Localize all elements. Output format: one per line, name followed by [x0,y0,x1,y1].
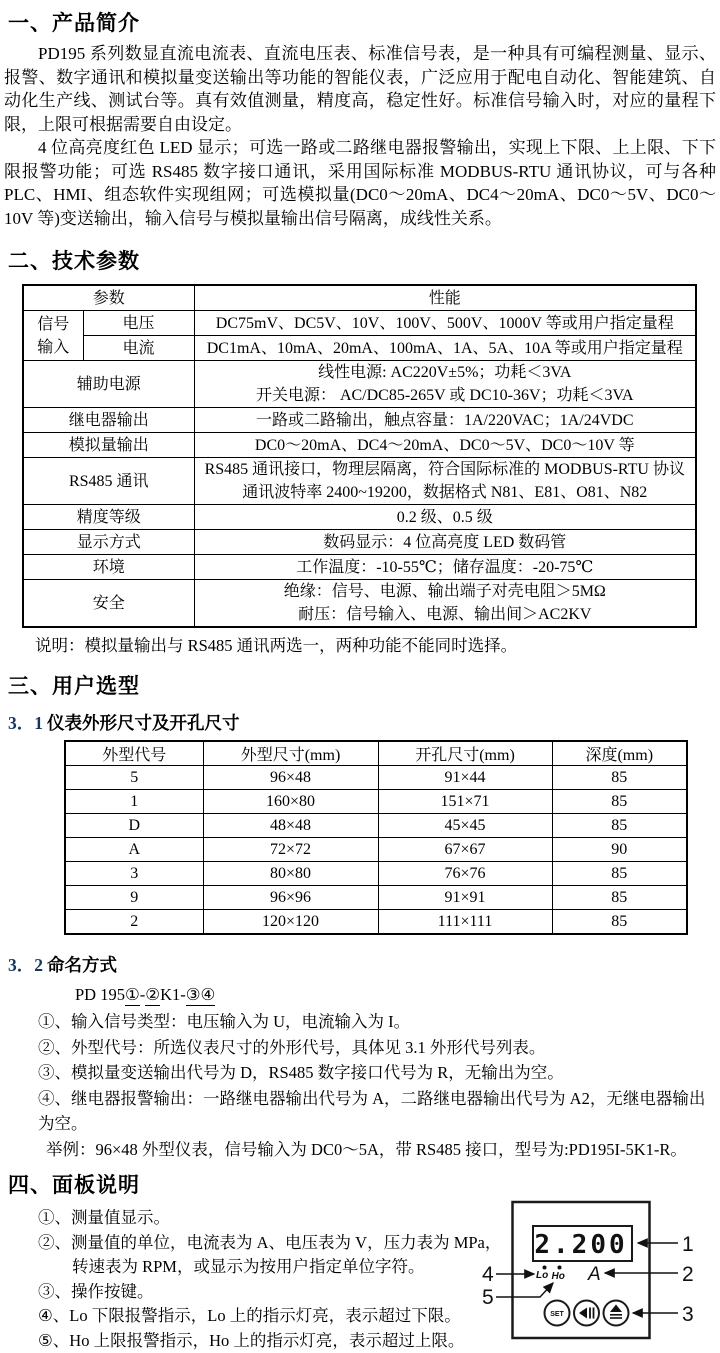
panel-item-3: ③、操作按键。 [38,1280,720,1305]
ho-indicator-label: Ho [552,1271,565,1282]
naming-example: 举例：96×48 外型仪表，信号输入为 DC0～5A，带 RS485 接口，型号为:PD195I-5K1-R。 [46,1137,720,1163]
panel-figure [480,1186,720,1346]
voltage-value-cell: DC75mV、DC5V、10V、100V、500V、1000V 等或用户指定量程 [194,311,696,336]
specs-row-current [23,336,696,361]
rs485-line2: 通讯波特率 2400~19200，数据格式 N81、E81、O81、N82 [197,481,694,504]
accuracy-value-cell: 0.2 级、0.5 级 [194,505,696,530]
dims-header-cutout: 开孔尺寸(mm) [378,741,552,766]
model-prefix: PD 195 [75,985,125,1004]
display-value-cell: 数码显示：4 位高亮度 LED 数码管 [194,530,696,555]
led-display-value: 2.200 [534,1230,627,1260]
dims-header-row [65,741,687,766]
subsection-3-2-heading [8,953,720,977]
dims-cell: 85 [552,862,687,886]
section-4-heading: 四、面板说明 [8,1172,720,1200]
subsection-3-2-title: 命名方式 [47,955,117,975]
display-label-cell: 显示方式 [23,530,194,555]
rs485-line1: RS485 通讯接口，物理层隔离，符合国际标准的 MODBUS-RTU 协议 [197,458,694,481]
specs-header-row [23,285,696,311]
rs485-label-cell: RS485 通讯 [23,458,194,505]
dims-cell: 91×91 [378,886,552,910]
subsection-3-2-number: 3．2 [8,955,43,975]
aux-power-value-cell [194,361,696,408]
callout-label-3: 3 [682,1303,694,1326]
aux-power-line1: 线性电源: AC220V±5%；功耗＜3VA [197,361,694,384]
specs-header-perf: 性能 [194,285,696,311]
model-code-line [75,983,720,1007]
specs-row-voltage [23,311,696,336]
specs-row-aux-power [23,361,696,408]
dims-cell: 111×111 [378,910,552,935]
callout-label-4: 4 [482,1263,494,1286]
naming-item-2: ②、外型代号：所选仪表尺寸的外形代号，具体见 3.1 外形代号列表。 [38,1035,720,1061]
table-row [65,862,687,886]
dims-cell: 96×48 [203,766,378,790]
accuracy-label-cell: 精度等级 [23,505,194,530]
section-1-heading: 一、产品简介 [8,10,720,38]
model-slot-34: ③④ [186,985,216,1006]
table-row [65,766,687,790]
specs-row-analog [23,433,696,458]
model-dash-1: - [140,985,146,1004]
subsection-3-1-title: 仪表外形尺寸及开孔尺寸 [47,713,240,733]
dims-cell: 48×48 [203,814,378,838]
table-row [65,838,687,862]
specs-row-accuracy [23,505,696,530]
naming-item-3: ③、模拟量变送输出代号为 D，RS485 数字接口代号为 R，无输出为空。 [38,1060,720,1086]
specs-row-environment [23,555,696,580]
dims-cell: 91×44 [378,766,552,790]
dims-cell: 85 [552,910,687,935]
dims-cell: 2 [65,910,203,935]
dims-cell: 76×76 [378,862,552,886]
panel-item-5: ⑤、Ho 上限报警指示，Ho 上的指示灯亮，表示超过上限。 [38,1329,720,1353]
analog-value-cell: DC0～20mA、DC4～20mA、DC0～5V、DC0～10V 等 [194,433,696,458]
dims-cell: 85 [552,814,687,838]
section-2-heading: 二、技术参数 [8,248,720,276]
specs-row-safety [23,580,696,628]
dims-cell: 5 [65,766,203,790]
set-button-label: SET [550,1311,564,1318]
intro-paragraph-2: 4 位高亮度红色 LED 显示；可选一路或二路继电器报警输出，实现上下限、上上限、下下限报警功能；可选 RS485 数字接口通讯，采用国际标准 MODBUS-RTU 通讯协议，可与各种 PLC、HMI、组态软件实现组网；可选模拟量(DC0～20mA、DC4～20mA、DC0～5V、DC0～10V 等)变送输出，输入信号与模拟量输出信号隔离，成线性关系。 [4,136,716,230]
dims-cell: 85 [552,766,687,790]
safety-line1: 绝缘：信号、电源、输出端子对壳电阻＞5MΩ [197,580,694,603]
dims-cell: 9 [65,886,203,910]
aux-power-line2: 开关电源： AC/DC85-265V 或 DC10-36V；功耗＜3VA [197,384,694,407]
dims-header-outline: 外型尺寸(mm) [203,741,378,766]
specs-table [22,284,697,628]
dims-cell: 3 [65,862,203,886]
lo-indicator-label: Lo [536,1270,548,1281]
aux-power-label-cell: 辅助电源 [23,361,194,408]
analog-label-cell: 模拟量输出 [23,433,194,458]
dims-cell: D [65,814,203,838]
table-row [65,814,687,838]
table-row [65,886,687,910]
environment-value-cell: 工作温度：-10-55℃；储存温度：-20-75℃ [194,555,696,580]
dims-cell: 45×45 [378,814,552,838]
model-k1: K1- [160,985,186,1004]
specs-row-relay [23,408,696,433]
panel-item-1: ①、测量值显示。 [38,1206,720,1231]
unit-label: A [587,1264,601,1285]
dims-cell: 67×67 [378,838,552,862]
relay-value-cell: 一路或二路输出，触点容量：1A/220VAC；1A/24VDC [194,408,696,433]
dims-cell: 160×80 [203,790,378,814]
current-value-cell: DC1mA、10mA、20mA、100mA、1A、5A、10A 等或用户指定量程 [194,336,696,361]
signal-label-line2: 输入 [26,336,81,359]
callout-label-1: 1 [682,1233,694,1256]
manual-page [0,10,720,1272]
panel-item-2-continued: 转速表为 RPM，或显示为按用户指定单位字符。 [38,1255,720,1280]
naming-item-4: ④、继电器报警输出：一路继电器输出代号为 A，二路继电器输出代号为 A2，无继电器输出为空。 [38,1086,720,1137]
current-label-cell: 电流 [83,336,194,361]
dims-header-code: 外型代号 [65,741,203,766]
dims-cell: 151×71 [378,790,552,814]
relay-label-cell: 继电器输出 [23,408,194,433]
table-row [65,910,687,935]
voltage-label-cell: 电压 [83,311,194,336]
section-3-heading: 三、用户选型 [8,673,720,701]
dims-cell: 85 [552,790,687,814]
rs485-value-cell [194,458,696,505]
safety-label-cell: 安全 [23,580,194,628]
signal-label-line1: 信号 [26,313,81,336]
dims-header-depth: 深度(mm) [552,741,687,766]
callout-label-2: 2 [682,1263,694,1286]
dims-cell: 120×120 [203,910,378,935]
specs-row-rs485 [23,458,696,505]
dims-cell: 1 [65,790,203,814]
signal-input-label-cell [23,311,83,361]
naming-item-1: ①、输入信号类型：电压输入为 U，电流输入为 I。 [38,1009,720,1035]
dims-cell: 80×80 [203,862,378,886]
subsection-3-1-number: 3．1 [8,713,43,733]
ho-indicator-dot [558,1266,562,1270]
panel-item-2: ②、测量值的单位，电流表为 A、电压表为 V，压力表为 MPa， [38,1231,720,1256]
subsection-3-1-heading [8,711,720,735]
safety-line2: 耐压：信号输入、电源、输出间＞AC2KV [197,603,694,626]
model-slot-2: ② [145,985,160,1006]
dimensions-table [64,740,688,935]
lo-indicator-dot [543,1266,547,1270]
up-button [604,1301,629,1326]
specs-note: 说明：模拟量输出与 RS485 通讯两选一，两种功能不能同时选择。 [35,635,720,657]
environment-label-cell: 环境 [23,555,194,580]
table-row [65,790,687,814]
specs-header-param: 参数 [23,285,194,311]
dims-cell: 72×72 [203,838,378,862]
safety-value-cell [194,580,696,628]
specs-row-display [23,530,696,555]
dims-cell: A [65,838,203,862]
dims-cell: 96×96 [203,886,378,910]
model-slot-1: ① [125,985,140,1006]
dims-cell: 90 [552,838,687,862]
dims-cell: 85 [552,886,687,910]
intro-paragraph-1: PD195 系列数显直流电流表、直流电压表、标准信号表，是一种具有可编程测量、显示、报警、数字通讯和模拟量变送输出等功能的智能仪表，广泛应用于配电自动化、智能建筑、自动化生产线、测试台等。真有效值测量，精度高，稳定性好。标准信号输入时，对应的量程下限，上限可根据需要自由设定。 [4,42,716,136]
callout-label-5: 5 [482,1286,494,1309]
panel-section [0,1172,720,1353]
panel-item-4: ④、Lo 下限报警指示，Lo 上的指示灯亮，表示超过下限。 [38,1304,720,1329]
